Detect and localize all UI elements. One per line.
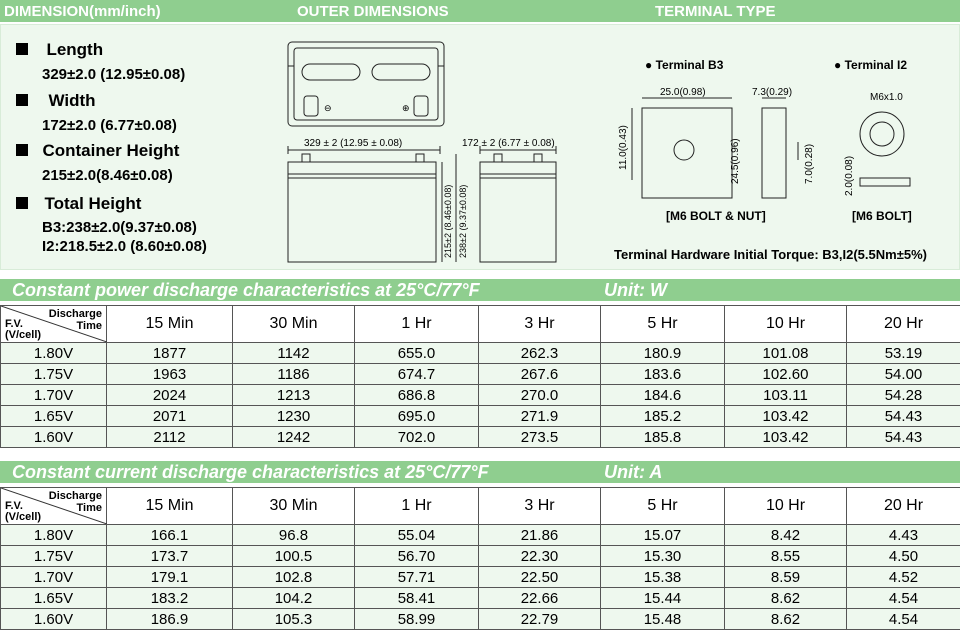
current-section-title: Constant current discharge characteristics at 25°C/77°F bbox=[12, 462, 489, 482]
table-header-row bbox=[1, 306, 960, 343]
value-cell: 674.7 bbox=[355, 364, 479, 385]
power-table bbox=[0, 305, 960, 448]
b3-bolt-hole bbox=[674, 140, 694, 160]
i2-base bbox=[860, 178, 910, 186]
power-section-band bbox=[0, 279, 960, 301]
table-row bbox=[1, 588, 960, 609]
outer-dimensions-header: OUTER DIMENSIONS bbox=[297, 3, 449, 20]
i2-height-dim: 2.0(0.08) bbox=[844, 155, 855, 196]
value-cell: 21.86 bbox=[479, 525, 601, 546]
length-value: 329±2.0 (12.95±0.08) bbox=[42, 66, 186, 83]
value-cell: 166.1 bbox=[107, 525, 233, 546]
front-terminal-right bbox=[416, 154, 424, 162]
column-header: 5 Hr bbox=[601, 306, 725, 343]
current-table bbox=[0, 487, 960, 630]
column-header: 15 Min bbox=[107, 306, 233, 343]
column-header: 20 Hr bbox=[847, 306, 960, 343]
value-cell: 58.99 bbox=[355, 609, 479, 630]
b3-thickness-dim: 7.3(0.29) bbox=[752, 87, 793, 98]
value-cell: 103.42 bbox=[725, 406, 847, 427]
value-cell: 183.6 bbox=[601, 364, 725, 385]
i2-outer-circle bbox=[860, 112, 904, 156]
final-voltage-cell: 1.70V bbox=[1, 385, 107, 406]
value-cell: 8.42 bbox=[725, 525, 847, 546]
value-cell: 22.66 bbox=[479, 588, 601, 609]
table-row bbox=[1, 567, 960, 588]
b3-side bbox=[762, 108, 786, 198]
dimension-header: DIMENSION(mm/inch) bbox=[4, 3, 161, 20]
value-cell: 100.5 bbox=[233, 546, 355, 567]
value-cell: 54.00 bbox=[847, 364, 960, 385]
value-cell: 58.41 bbox=[355, 588, 479, 609]
container-height-dimension: 215±2 (8.46±0.08) bbox=[443, 184, 453, 258]
terminal-left bbox=[304, 96, 318, 116]
width-value: 172±2.0 (6.77±0.08) bbox=[42, 117, 177, 134]
total-height-i2: I2:218.5±2.0 (8.60±0.08) bbox=[42, 238, 207, 255]
bullet-square-icon bbox=[16, 144, 28, 156]
value-cell: 273.5 bbox=[479, 427, 601, 448]
value-cell: 4.54 bbox=[847, 609, 960, 630]
value-cell: 102.60 bbox=[725, 364, 847, 385]
value-cell: 1186 bbox=[233, 364, 355, 385]
value-cell: 15.48 bbox=[601, 609, 725, 630]
value-cell: 262.3 bbox=[479, 343, 601, 364]
power-unit: Unit: W bbox=[604, 280, 667, 300]
table-row bbox=[1, 609, 960, 630]
value-cell: 15.44 bbox=[601, 588, 725, 609]
current-section-band bbox=[0, 461, 960, 483]
outer-dimensions-drawing bbox=[280, 36, 590, 268]
table-row bbox=[1, 385, 960, 406]
current-unit: Unit: A bbox=[604, 462, 663, 482]
value-cell: 179.1 bbox=[107, 567, 233, 588]
value-cell: 1877 bbox=[107, 343, 233, 364]
value-cell: 185.8 bbox=[601, 427, 725, 448]
b3-width-dim: 25.0(0.98) bbox=[660, 87, 706, 98]
table-corner-cell bbox=[1, 488, 107, 525]
terminal-b3-label: ● Terminal B3 bbox=[645, 58, 724, 72]
container-height-value: 215±2.0(8.46±0.08) bbox=[42, 167, 173, 184]
table-header-row bbox=[1, 488, 960, 525]
plus-terminal-icon: ⊕ bbox=[402, 104, 410, 114]
final-voltage-cell: 1.65V bbox=[1, 588, 107, 609]
value-cell: 102.8 bbox=[233, 567, 355, 588]
value-cell: 96.8 bbox=[233, 525, 355, 546]
value-cell: 2024 bbox=[107, 385, 233, 406]
b3-height3-dim: 7.0(0.28) bbox=[804, 143, 815, 184]
value-cell: 1213 bbox=[233, 385, 355, 406]
power-section-title: Constant power discharge characteristics at 25°C/77°F bbox=[12, 280, 480, 300]
bullet-square-icon bbox=[16, 43, 28, 55]
b3-front bbox=[642, 108, 732, 198]
value-cell: 22.79 bbox=[479, 609, 601, 630]
value-cell: 4.50 bbox=[847, 546, 960, 567]
value-cell: 54.43 bbox=[847, 406, 960, 427]
value-cell: 103.11 bbox=[725, 385, 847, 406]
value-cell: 180.9 bbox=[601, 343, 725, 364]
width-label: Width bbox=[48, 91, 96, 110]
container-height-label: Container Height bbox=[42, 141, 180, 160]
table-row bbox=[1, 427, 960, 448]
i2-inner-circle bbox=[870, 122, 894, 146]
length-item bbox=[16, 40, 103, 60]
value-cell: 4.52 bbox=[847, 567, 960, 588]
front-terminal-left bbox=[302, 154, 310, 162]
value-cell: 53.19 bbox=[847, 343, 960, 364]
column-header: 3 Hr bbox=[479, 488, 601, 525]
side-view-outline bbox=[480, 162, 556, 262]
terminal-type-header: TERMINAL TYPE bbox=[655, 3, 776, 20]
value-cell: 1242 bbox=[233, 427, 355, 448]
final-voltage-cell: 1.80V bbox=[1, 343, 107, 364]
table-row bbox=[1, 406, 960, 427]
column-header: 1 Hr bbox=[355, 306, 479, 343]
value-cell: 8.59 bbox=[725, 567, 847, 588]
front-view-outline bbox=[288, 162, 436, 262]
value-cell: 702.0 bbox=[355, 427, 479, 448]
column-header: 10 Hr bbox=[725, 488, 847, 525]
container-height-item bbox=[16, 141, 179, 161]
final-voltage-cell: 1.75V bbox=[1, 546, 107, 567]
value-cell: 173.7 bbox=[107, 546, 233, 567]
column-header: 30 Min bbox=[233, 488, 355, 525]
value-cell: 185.2 bbox=[601, 406, 725, 427]
length-label: Length bbox=[46, 40, 104, 59]
total-height-item bbox=[16, 194, 141, 214]
value-cell: 183.2 bbox=[107, 588, 233, 609]
column-header: 3 Hr bbox=[479, 306, 601, 343]
value-cell: 101.08 bbox=[725, 343, 847, 364]
table-corner-cell bbox=[1, 306, 107, 343]
value-cell: 270.0 bbox=[479, 385, 601, 406]
value-cell: 8.62 bbox=[725, 609, 847, 630]
value-cell: 22.30 bbox=[479, 546, 601, 567]
bullet-square-icon bbox=[16, 197, 28, 209]
b3-caption: [M6 BOLT & NUT] bbox=[666, 209, 766, 223]
value-cell: 104.2 bbox=[233, 588, 355, 609]
length-dimension-label: 329 ± 2 (12.95 ± 0.08) bbox=[304, 138, 403, 149]
value-cell: 54.43 bbox=[847, 427, 960, 448]
corner-final-voltage: F.V. (V/cell) bbox=[5, 318, 42, 341]
column-header: 10 Hr bbox=[725, 306, 847, 343]
final-voltage-cell: 1.70V bbox=[1, 567, 107, 588]
table-row bbox=[1, 546, 960, 567]
final-voltage-cell: 1.60V bbox=[1, 609, 107, 630]
value-cell: 15.07 bbox=[601, 525, 725, 546]
total-height-label: Total Height bbox=[44, 194, 142, 213]
column-header: 20 Hr bbox=[847, 488, 960, 525]
value-cell: 2071 bbox=[107, 406, 233, 427]
i2-caption: [M6 BOLT] bbox=[852, 209, 912, 223]
table-row bbox=[1, 343, 960, 364]
column-header: 5 Hr bbox=[601, 488, 725, 525]
table-row bbox=[1, 525, 960, 546]
torque-note: Terminal Hardware Initial Torque: B3,I2(5.5Nm±5%) bbox=[614, 247, 927, 262]
value-cell: 57.71 bbox=[355, 567, 479, 588]
b3-height2-dim: 24.5(0.96) bbox=[730, 138, 741, 184]
value-cell: 2112 bbox=[107, 427, 233, 448]
value-cell: 184.6 bbox=[601, 385, 725, 406]
column-header: 30 Min bbox=[233, 306, 355, 343]
column-header: 1 Hr bbox=[355, 488, 479, 525]
width-dimension-label: 172 ± 2 (6.77 ± 0.08) bbox=[462, 138, 555, 149]
i2-thread-dim: M6x1.0 bbox=[870, 92, 903, 103]
value-cell: 695.0 bbox=[355, 406, 479, 427]
value-cell: 686.8 bbox=[355, 385, 479, 406]
minus-terminal-icon: ⊖ bbox=[324, 104, 332, 114]
corner-final-voltage: F.V. (V/cell) bbox=[5, 500, 42, 523]
column-header: 15 Min bbox=[107, 488, 233, 525]
final-voltage-cell: 1.65V bbox=[1, 406, 107, 427]
terminal-i2-label: ● Terminal I2 bbox=[834, 58, 908, 72]
handle-slot-left bbox=[302, 64, 360, 80]
width-item bbox=[16, 91, 96, 111]
value-cell: 4.43 bbox=[847, 525, 960, 546]
value-cell: 4.54 bbox=[847, 588, 960, 609]
value-cell: 186.9 bbox=[107, 609, 233, 630]
value-cell: 1963 bbox=[107, 364, 233, 385]
top-header-bar bbox=[0, 0, 960, 22]
value-cell: 15.30 bbox=[601, 546, 725, 567]
bullet-square-icon bbox=[16, 94, 28, 106]
handle-slot-right bbox=[372, 64, 430, 80]
corner-discharge-time: Discharge Time bbox=[48, 308, 102, 332]
value-cell: 1230 bbox=[233, 406, 355, 427]
terminal-right bbox=[414, 96, 428, 116]
value-cell: 267.6 bbox=[479, 364, 601, 385]
top-view-outline bbox=[288, 42, 444, 126]
value-cell: 56.70 bbox=[355, 546, 479, 567]
value-cell: 1142 bbox=[233, 343, 355, 364]
top-view-inner bbox=[294, 48, 438, 120]
value-cell: 54.28 bbox=[847, 385, 960, 406]
corner-discharge-time: Discharge Time bbox=[48, 490, 102, 514]
value-cell: 22.50 bbox=[479, 567, 601, 588]
final-voltage-cell: 1.75V bbox=[1, 364, 107, 385]
terminal-drawing bbox=[612, 84, 952, 234]
b3-height-dim: 11.0(0.43) bbox=[618, 125, 629, 170]
value-cell: 103.42 bbox=[725, 427, 847, 448]
total-height-dimension: 238±2 (9.37±0.08) bbox=[458, 184, 468, 258]
final-voltage-cell: 1.60V bbox=[1, 427, 107, 448]
value-cell: 8.55 bbox=[725, 546, 847, 567]
final-voltage-cell: 1.80V bbox=[1, 525, 107, 546]
total-height-b3: B3:238±2.0(9.37±0.08) bbox=[42, 219, 197, 236]
value-cell: 55.04 bbox=[355, 525, 479, 546]
value-cell: 15.38 bbox=[601, 567, 725, 588]
table-row bbox=[1, 364, 960, 385]
value-cell: 655.0 bbox=[355, 343, 479, 364]
value-cell: 271.9 bbox=[479, 406, 601, 427]
value-cell: 105.3 bbox=[233, 609, 355, 630]
value-cell: 8.62 bbox=[725, 588, 847, 609]
